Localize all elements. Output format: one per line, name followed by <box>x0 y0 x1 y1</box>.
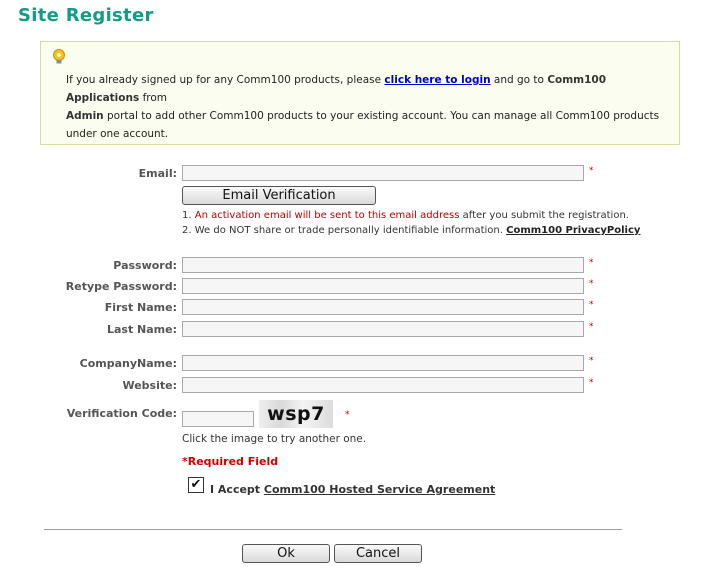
password-label: Password: <box>113 259 177 272</box>
note-privacy: 2. We do NOT share or trade personally identifiable information. Comm100 PrivacyPolicy <box>182 225 641 236</box>
required-marker: * <box>589 322 594 332</box>
retype-password-field[interactable] <box>182 278 584 294</box>
cancel-button[interactable]: Cancel <box>334 544 422 563</box>
verification-code-label: Verification Code: <box>66 407 177 420</box>
required-marker: * <box>589 378 594 388</box>
required-marker: * <box>589 300 594 310</box>
company-name-field[interactable] <box>182 355 584 371</box>
note-activation: 1. An activation email will be sent to this email address after you submit the registration. <box>182 210 629 221</box>
company-name-label: CompanyName: <box>79 357 177 370</box>
first-name-label: First Name: <box>104 301 177 314</box>
website-field[interactable] <box>182 377 584 393</box>
password-field[interactable] <box>182 257 584 273</box>
required-marker: * <box>345 410 350 420</box>
required-marker: * <box>589 166 594 176</box>
page-title: Site Register <box>18 5 154 26</box>
captcha-image[interactable]: wsp7 <box>259 400 333 428</box>
required-marker: * <box>589 356 594 366</box>
website-label: Website: <box>122 379 177 392</box>
retype-password-label: Retype Password: <box>65 280 177 293</box>
required-marker: * <box>589 258 594 268</box>
agreement-link[interactable]: Comm100 Hosted Service Agreement <box>263 483 496 496</box>
login-link[interactable]: click here to login <box>384 74 491 86</box>
email-label: Email: <box>138 167 177 180</box>
divider <box>44 529 622 530</box>
verification-code-field[interactable] <box>182 411 254 427</box>
required-marker: * <box>589 279 594 289</box>
privacy-policy-link[interactable]: Comm100 PrivacyPolicy <box>506 225 641 236</box>
last-name-label: Last Name: <box>106 323 177 336</box>
captcha-hint: Click the image to try another one. <box>182 433 367 445</box>
email-verification-button[interactable]: Email Verification <box>182 186 376 205</box>
email-field[interactable] <box>182 165 584 181</box>
accept-agreement-label: I Accept Comm100 Hosted Service Agreement <box>210 483 496 496</box>
notice-text: If you already signed up for any Comm100 products, please click here to login and go to Comm100 Applications from Admin portal to add other Comm100 products to your existing account. You can manage all Comm100 products under one account. <box>66 74 660 140</box>
ok-button[interactable]: Ok <box>242 544 330 563</box>
last-name-field[interactable] <box>182 321 584 337</box>
first-name-field[interactable] <box>182 299 584 315</box>
lightbulb-icon <box>52 49 66 65</box>
agreement-checkbox[interactable]: ✔ <box>188 477 204 493</box>
notice-box <box>40 41 680 145</box>
required-field-note: *Required Field <box>182 455 279 468</box>
